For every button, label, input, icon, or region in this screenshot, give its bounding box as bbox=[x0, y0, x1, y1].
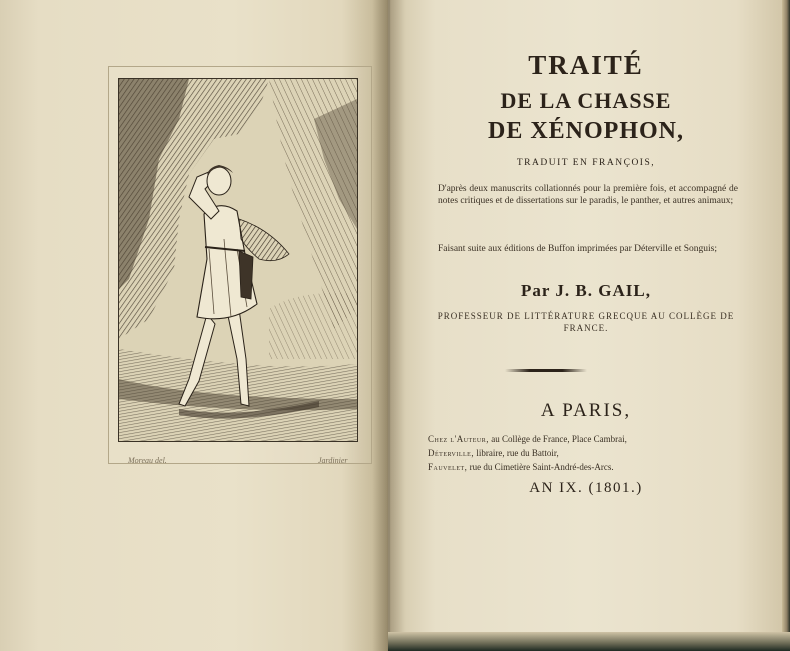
title-line-3: DE XÉNOPHON, bbox=[487, 118, 684, 144]
page-edge-right bbox=[782, 0, 790, 651]
title-line-1: TRAITÉ bbox=[528, 50, 644, 80]
author-prefix: Par bbox=[521, 281, 551, 300]
engraving-artwork bbox=[119, 79, 357, 441]
publisher-line: Déterville, libraire, rue du Battoir, bbox=[428, 448, 559, 458]
engraving-caption-artist: Moreau del. bbox=[128, 456, 167, 465]
translation-note: TRADUIT EN FRANÇOIS, bbox=[516, 158, 656, 168]
publication-year: AN IX. (1801.) bbox=[529, 480, 643, 496]
author-line bbox=[405, 281, 767, 301]
author-profession: PROFESSEUR DE LITTÉRATURE GRECQUE AU COLLÈGE DE FRANCE. bbox=[437, 311, 735, 333]
book-gutter bbox=[372, 0, 406, 651]
frontispiece-engraving bbox=[118, 78, 358, 442]
publisher-line: Chez l'Auteur, au Collège de France, Place Cambrai, bbox=[428, 434, 627, 444]
decorative-rule bbox=[505, 369, 587, 372]
description-paragraph: D'après deux manuscrits collationnés pour la première fois, et accompagné de notes critiques et de dissertations sur le paradis, le panther, et autres animaux; bbox=[438, 184, 738, 206]
imprint-city: A PARIS, bbox=[540, 400, 632, 421]
engraving-caption-engraver: Jardinier bbox=[318, 456, 348, 465]
publisher-list bbox=[428, 432, 746, 474]
page-edge-bottom bbox=[388, 632, 790, 651]
author-name: J. B. GAIL, bbox=[555, 281, 651, 300]
edition-note: Faisant suite aux éditions de Buffon imprimées par Déterville et Songuis; bbox=[438, 244, 717, 254]
publisher-line: Fauvelet, rue du Cimetière Saint-André-des-Arcs. bbox=[428, 462, 614, 472]
title-line-2: DE LA CHASSE bbox=[500, 88, 672, 113]
